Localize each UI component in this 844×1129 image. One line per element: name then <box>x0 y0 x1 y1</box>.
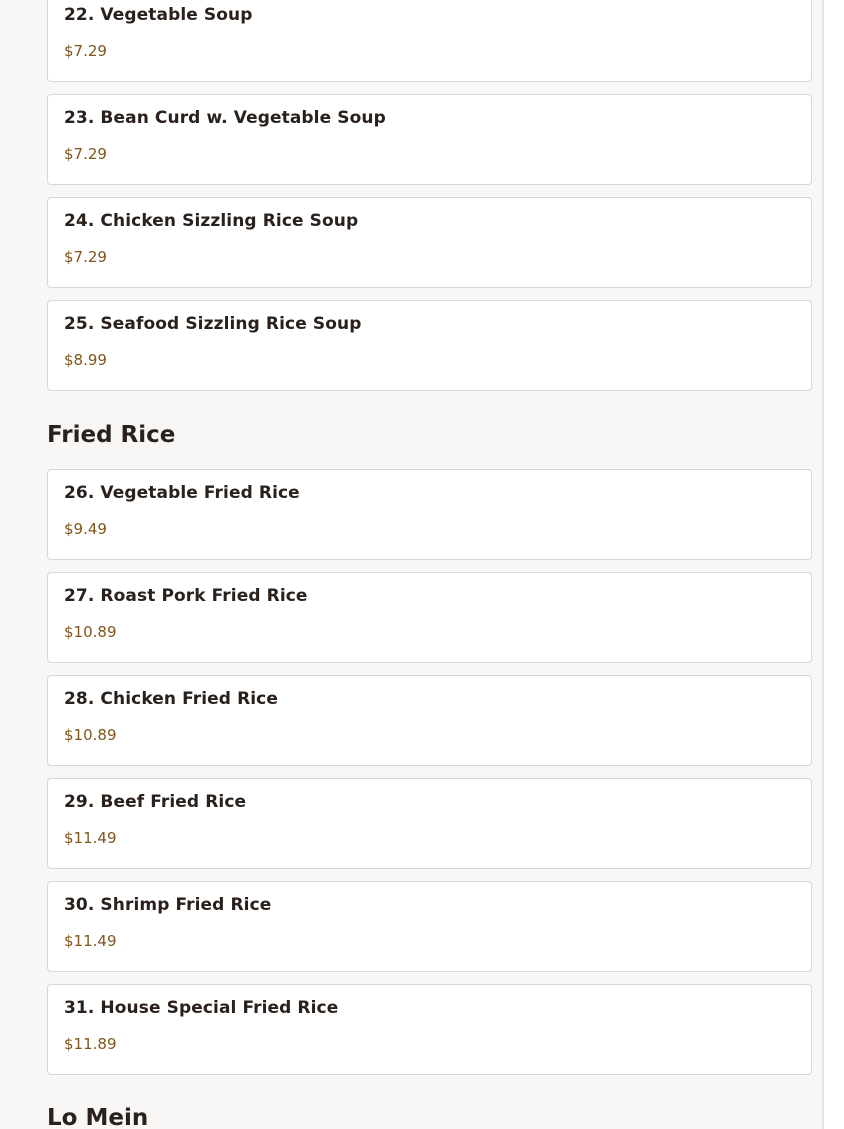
menu-item-name: 27. Roast Pork Fried Rice <box>64 586 308 606</box>
menu-item-shrimp-fried-rice[interactable] <box>47 881 812 972</box>
menu-item-price: $7.29 <box>64 145 107 163</box>
menu-item-chicken-fried-rice[interactable] <box>47 675 812 766</box>
menu-item-name: 23. Bean Curd w. Vegetable Soup <box>64 108 386 128</box>
menu-item-vegetable-soup[interactable] <box>47 0 812 82</box>
section-title-fried-rice: Fried Rice <box>47 422 176 448</box>
menu-item-name: 28. Chicken Fried Rice <box>64 689 278 709</box>
menu-item-house-special-fried-rice[interactable] <box>47 984 812 1075</box>
menu-item-name: 24. Chicken Sizzling Rice Soup <box>64 211 359 231</box>
menu-item-price: $10.89 <box>64 726 117 744</box>
menu-item-price: $11.49 <box>64 932 117 950</box>
menu-item-price: $10.89 <box>64 623 117 641</box>
section-title-lo-mein: Lo Mein <box>47 1105 149 1129</box>
menu-item-price: $7.29 <box>64 42 107 60</box>
menu-item-price: $11.49 <box>64 829 117 847</box>
menu-item-beef-fried-rice[interactable] <box>47 778 812 869</box>
menu-item-name: 25. Seafood Sizzling Rice Soup <box>64 314 362 334</box>
menu-item-roast-pork-fried-rice[interactable] <box>47 572 812 663</box>
menu-item-name: 29. Beef Fried Rice <box>64 792 247 812</box>
menu-item-name: 31. House Special Fried Rice <box>64 998 339 1018</box>
menu-item-price: $8.99 <box>64 351 107 369</box>
side-panel-edge <box>824 0 844 1129</box>
menu-item-price: $7.29 <box>64 248 107 266</box>
menu-item-bean-curd-vegetable-soup[interactable] <box>47 94 812 185</box>
menu-item-name: 26. Vegetable Fried Rice <box>64 483 300 503</box>
menu-item-price: $11.89 <box>64 1035 117 1053</box>
menu-list <box>47 0 812 1129</box>
menu-item-chicken-sizzling-rice-soup[interactable] <box>47 197 812 288</box>
menu-item-name: 22. Vegetable Soup <box>64 5 253 25</box>
menu-item-name: 30. Shrimp Fried Rice <box>64 895 272 915</box>
menu-item-seafood-sizzling-rice-soup[interactable] <box>47 300 812 391</box>
menu-item-price: $9.49 <box>64 520 107 538</box>
menu-item-vegetable-fried-rice[interactable] <box>47 469 812 560</box>
